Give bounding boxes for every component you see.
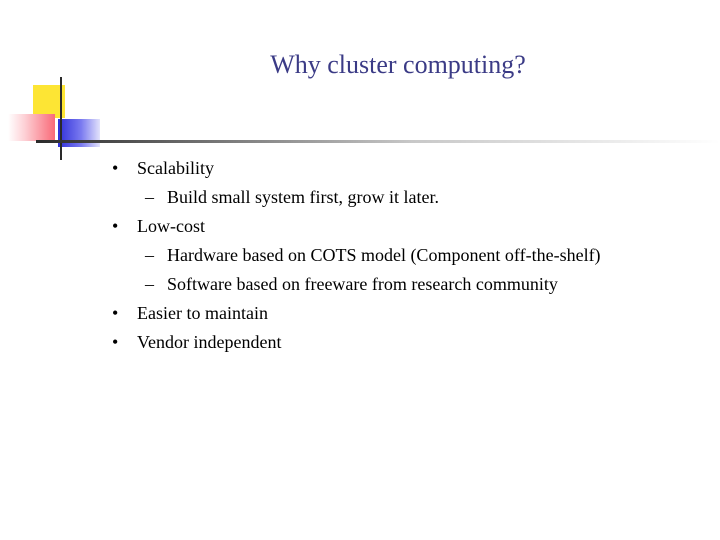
bullet-dot: •: [112, 158, 119, 178]
sub-bullet-dash: –: [145, 245, 154, 265]
title-underline-rule: [36, 140, 720, 143]
sub-bullet-text: Build small system first, grow it later.: [167, 187, 439, 207]
sub-bullet-dash: –: [145, 187, 154, 207]
bullet-item: [112, 328, 712, 357]
sub-bullet-item: [112, 241, 712, 270]
sub-bullet-dash: –: [145, 274, 154, 294]
bullet-text: Easier to maintain: [137, 303, 268, 323]
slide-title: Why cluster computing?: [270, 50, 526, 79]
bullet-dot: •: [112, 332, 119, 352]
sub-bullet-text: Software based on freeware from research community: [167, 274, 558, 294]
bullet-item: [112, 154, 712, 183]
bullet-item: [112, 212, 712, 241]
corner-logo-decoration: [0, 0, 110, 170]
bullet-dot: •: [112, 303, 119, 323]
bullet-text: Low-cost: [137, 216, 205, 236]
bullet-text: Scalability: [137, 158, 214, 178]
red-square-decoration: [8, 114, 55, 141]
sub-bullet-item: [112, 183, 712, 212]
sub-bullet-item: [112, 270, 712, 299]
bullet-list: [112, 154, 712, 357]
vertical-rule: [60, 77, 62, 160]
bullet-item: [112, 299, 712, 328]
bullet-text: Vendor independent: [137, 332, 282, 352]
bullet-dot: •: [112, 216, 119, 236]
sub-bullet-text: Hardware based on COTS model (Component off-the-shelf): [167, 245, 601, 265]
